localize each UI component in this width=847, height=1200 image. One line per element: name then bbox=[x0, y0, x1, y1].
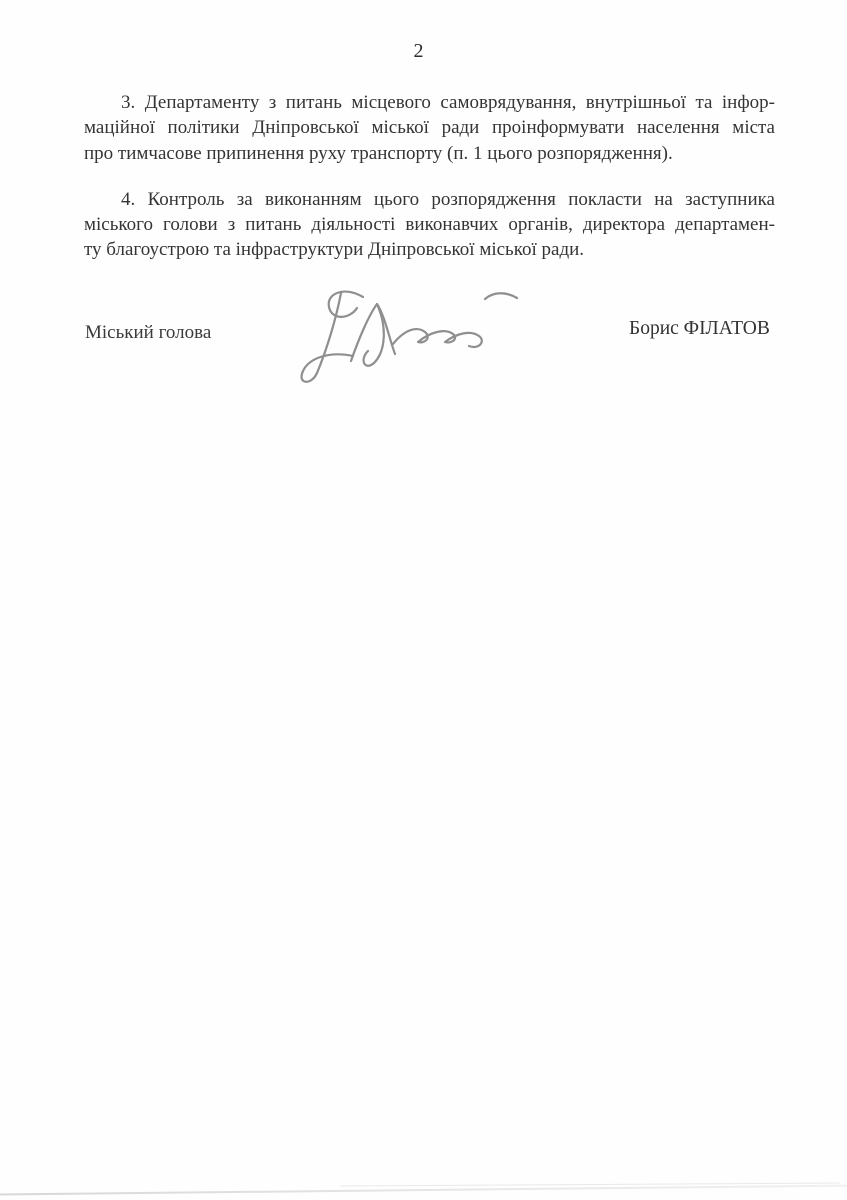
paragraph-line: ту благоустрою та інфраструктури Дніпровської міської ради. bbox=[84, 239, 585, 261]
signer-role-label: Міський голова bbox=[85, 322, 212, 343]
paragraph-line: про тимчасове припинення руху транспорту (п. 1 цього розпорядження). bbox=[84, 142, 673, 164]
document-body bbox=[84, 90, 775, 284]
paragraph-line: 3. Департаменту з питань місцевого самоврядування, внутрішньої та інфор- bbox=[121, 92, 775, 113]
paragraph-line: міського голови з питань діяльності виконавчих органів, директора департамен- bbox=[84, 214, 775, 236]
handwritten-signature-icon bbox=[293, 283, 528, 395]
paragraph-line: 4. Контроль за виконанням цього розпорядження покласти на заступника bbox=[121, 188, 775, 210]
page-number: 2 bbox=[413, 40, 424, 62]
paragraph-line: маційної політики Дніпровської міської ради проінформувати населення міста bbox=[84, 117, 775, 139]
paragraph-item-3 bbox=[84, 90, 775, 166]
signer-name: Борис ФІЛАТОВ bbox=[629, 318, 770, 339]
paragraph-item-4 bbox=[84, 187, 775, 263]
scan-artifact-line bbox=[0, 1184, 847, 1195]
